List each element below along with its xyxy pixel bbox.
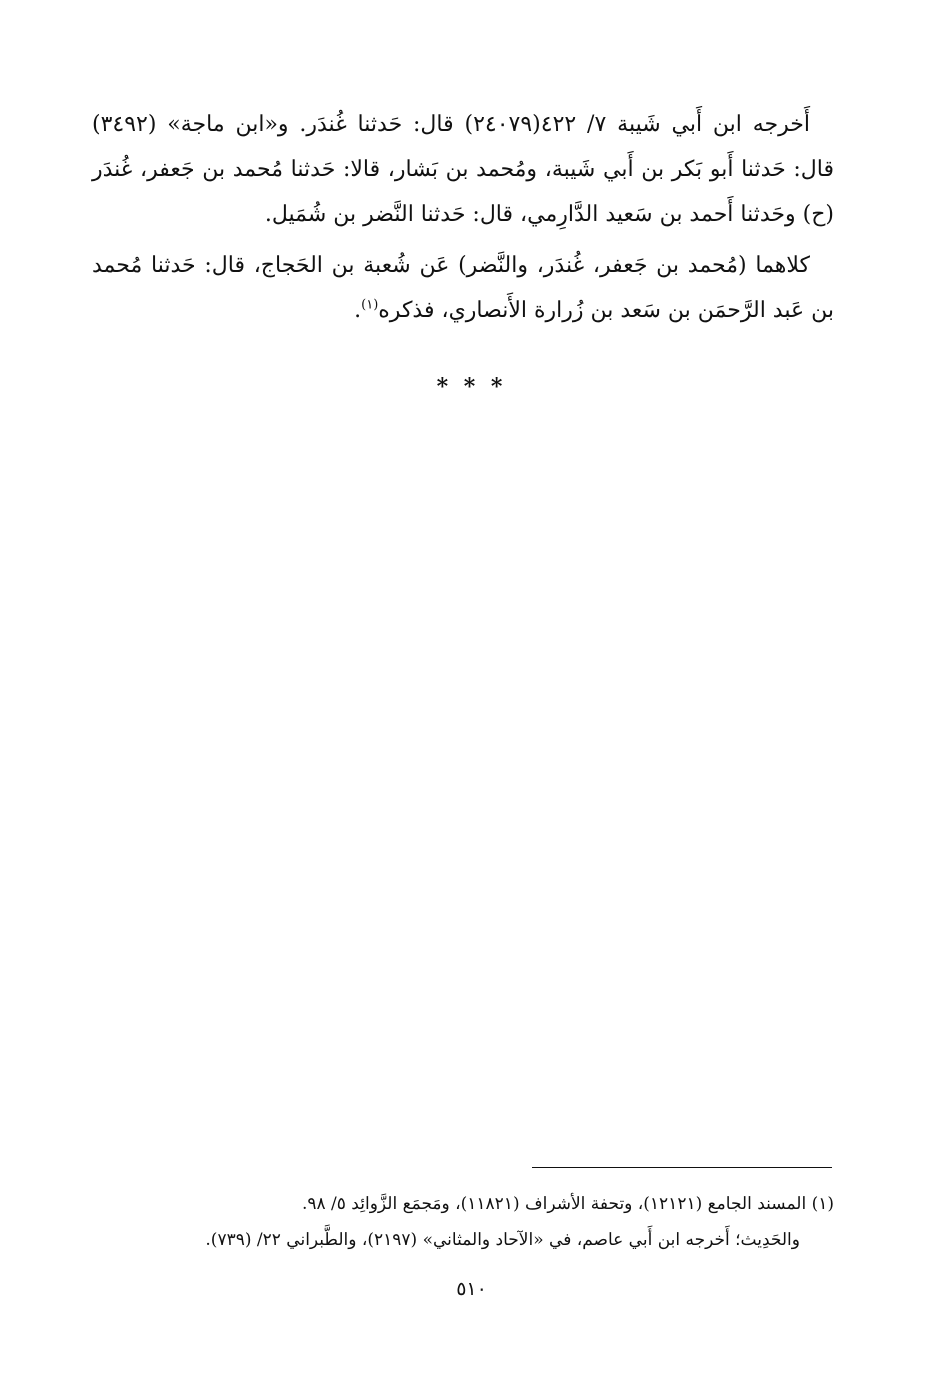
- page-number: ٥١٠: [456, 1278, 487, 1300]
- section-separator: * * *: [436, 374, 507, 400]
- paragraph-1-text: أَخرجه ابن أَبي شَيبة ٧/ ٤٢٢(٢٤٠٧٩) قال: حَدثنا غُندَر. و«ابن ماجة» (٣٤٩٢) قال: حَدثنا أَبو بَكر بن أَبي شَيبة، ومُحمد بن بَشار، قالا: حَدثنا مُحمد بن جَعفر، غُندَر (ح) وحَدثنا أَحمد بن سَعيد الدَّارِمي، قال: حَدثنا النَّضر بن شُمَيل.: [92, 112, 834, 227]
- main-text-block: [92, 102, 834, 333]
- paragraph-takhrij: [92, 102, 834, 237]
- paragraph-2-text: كلاهما (مُحمد بن جَعفر، غُندَر، والنَّضر) عَن شُعبة بن الحَجاج، قال: حَدثنا مُحمد بن عَبد الرَّحمَن بن سَعد بن زُرارة الأَنصاري، فذكره: [92, 253, 834, 323]
- footnote-divider: [532, 1167, 832, 1168]
- paragraph-isnad: كلاهما (مُحمد بن جَعفر، غُندَر، والنَّضر) عَن شُعبة بن الحَجاج، قال: حَدثنا مُحمد بن عَبد الرَّحمَن بن سَعد بن زُرارة الأَنصاري، فذكره$^{(١)}$.: [92, 253, 834, 323]
- footnotes-block: [92, 1186, 834, 1258]
- footnote-reference: (١): [361, 297, 379, 313]
- footnote-1-continuation: والحَدِيث؛ أَخرجه ابن أَبي عاصم، في «الآحاد والمثاني» (٢١٩٧)، والطَّبراني ٢٢/ (٧٣٩).: [205, 1230, 800, 1250]
- footnote-1: (١) المسند الجامع (١٢١٢١)، وتحفة الأشراف (١١٨٢١)، ومَجمَع الزَّوائِد ٥/ ٩٨.: [301, 1194, 834, 1214]
